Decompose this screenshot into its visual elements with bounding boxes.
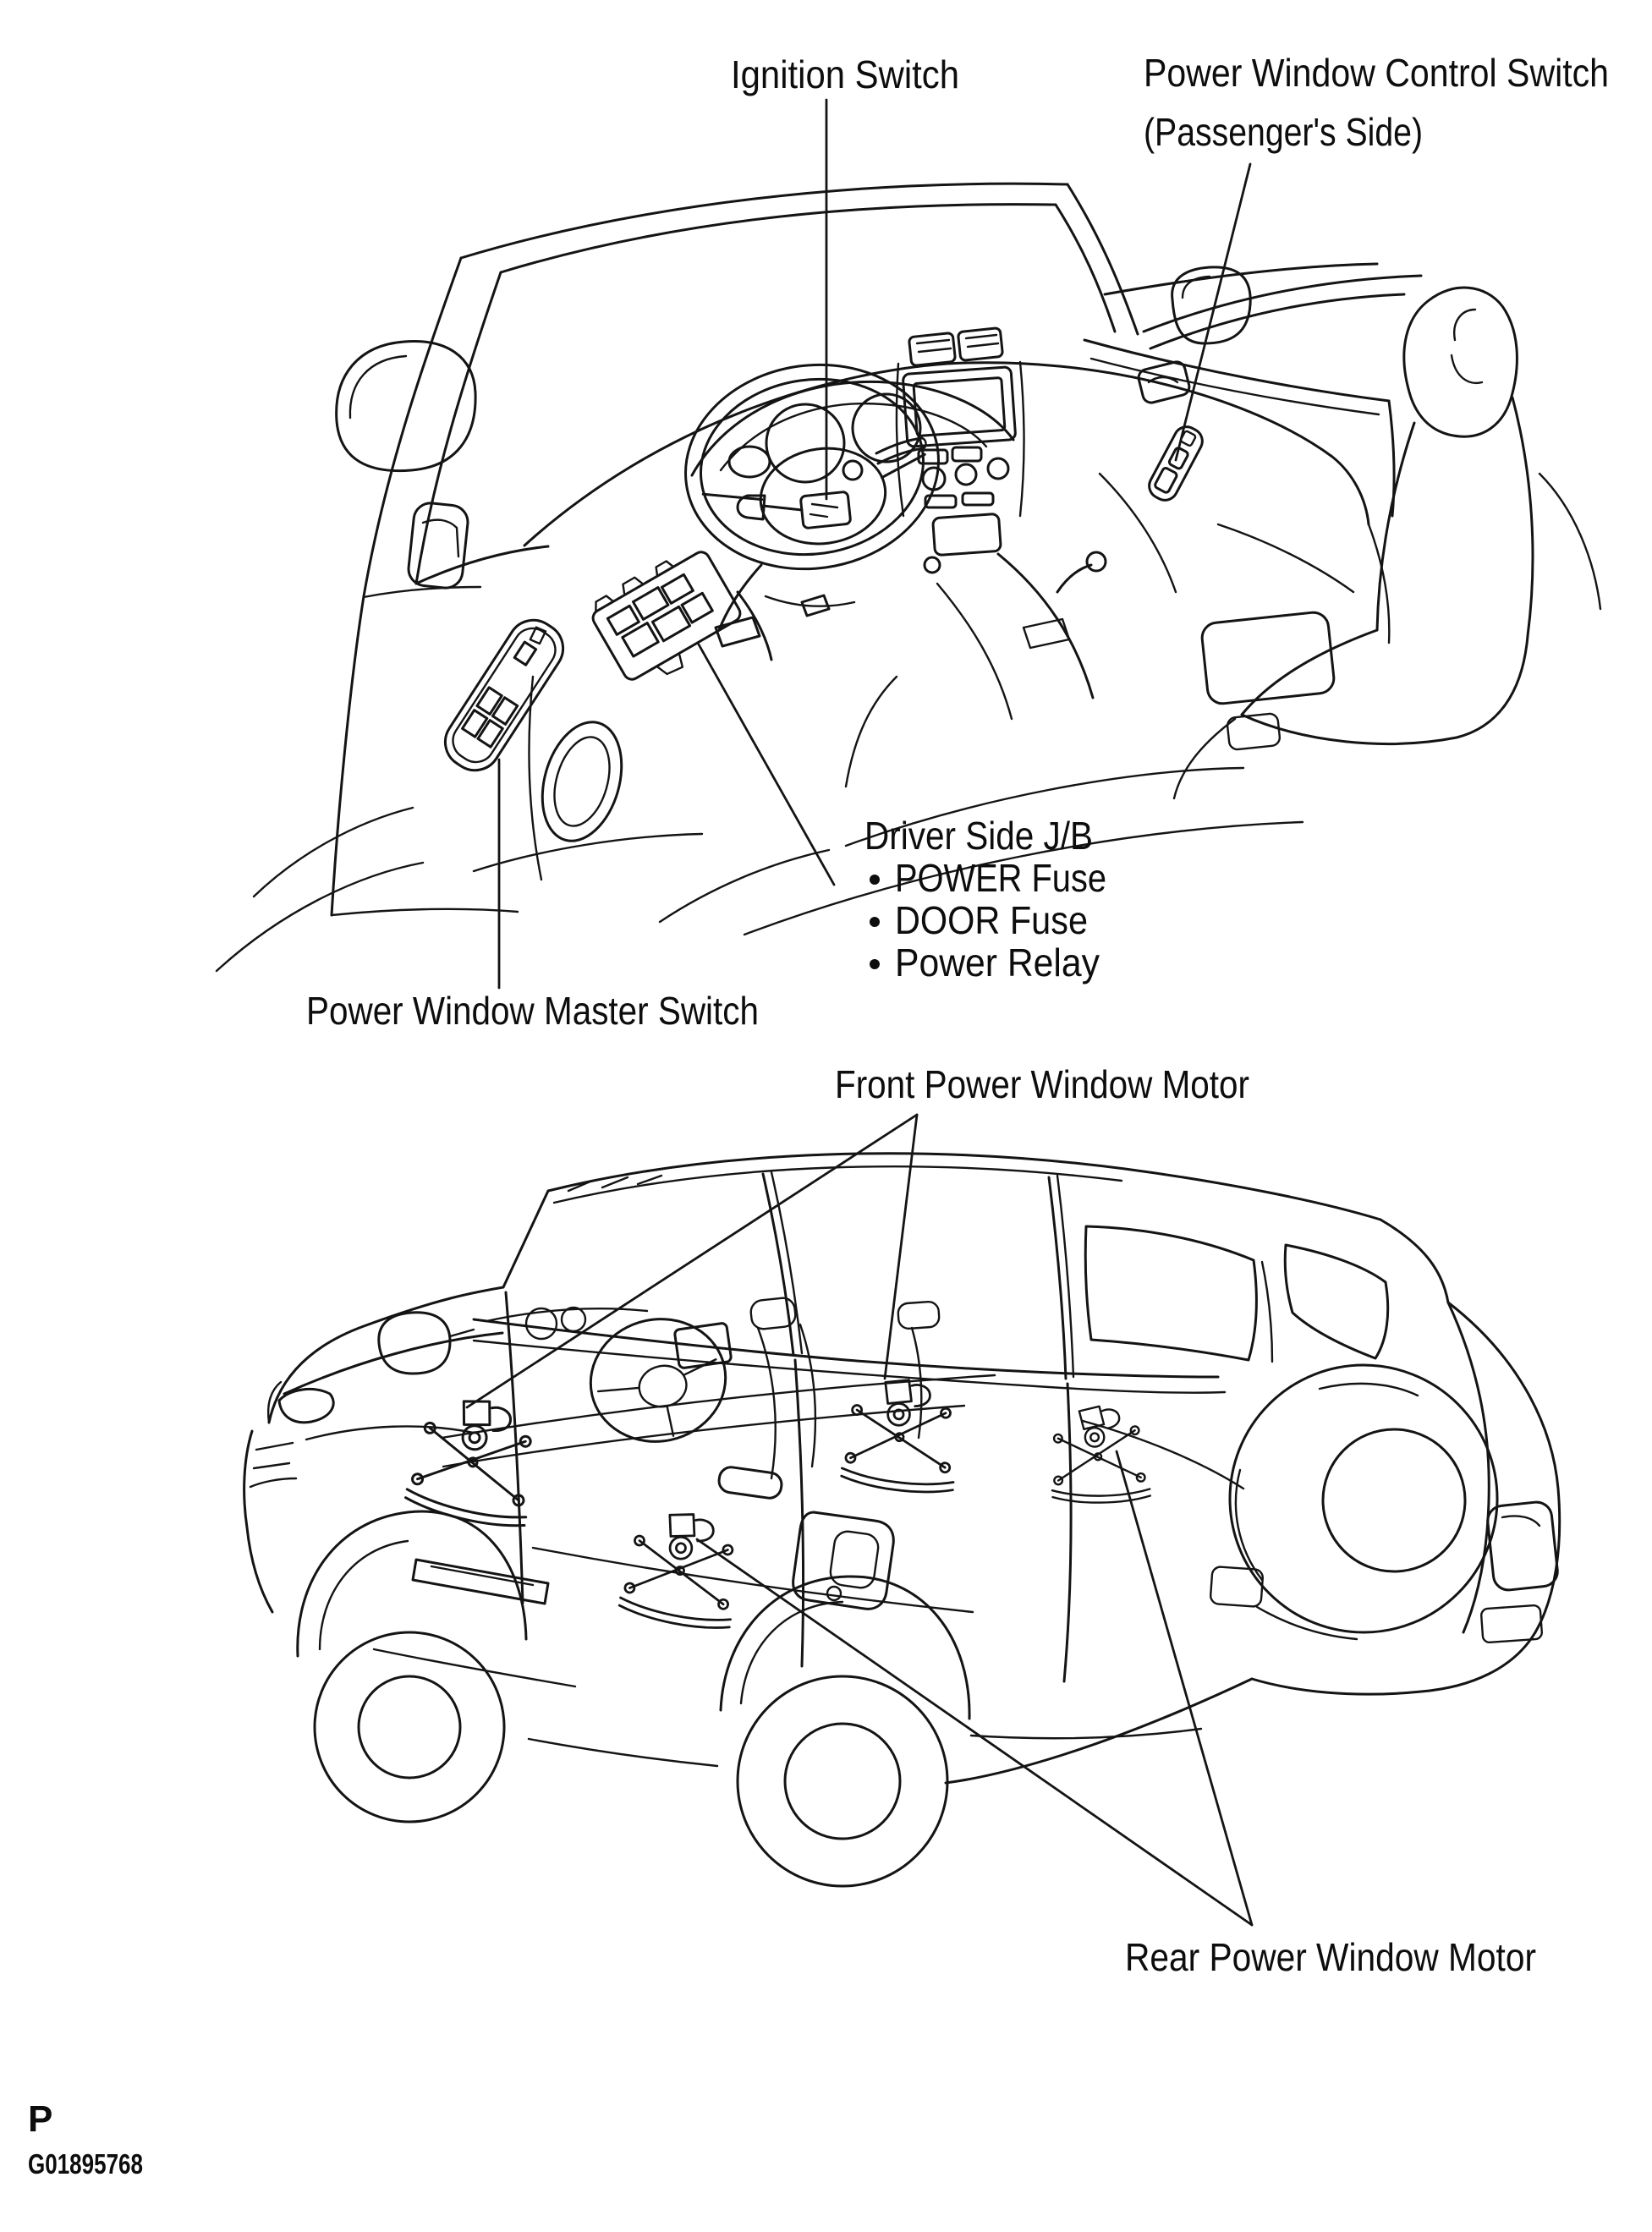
driver-door-panel [217, 502, 634, 971]
figure-id: G01895768 [28, 2148, 143, 2180]
jb-bullet-2 [870, 917, 880, 927]
door-details [413, 1466, 1263, 1612]
jb-item-power-fuse: POWER Fuse [895, 856, 1106, 900]
jb-item-door-fuse: DOOR Fuse [895, 898, 1088, 942]
exterior-mirror [379, 1313, 474, 1374]
rear-left-window-regulator [618, 1506, 744, 1631]
jb-item-power-relay: Power Relay [895, 941, 1100, 984]
spare-tire-and-rear [1230, 1302, 1559, 1642]
driver-side-mirror [337, 342, 475, 471]
page-letter: P [28, 2098, 53, 2140]
front-right-window-regulator [841, 1376, 960, 1494]
front-motor-leader-left [467, 1115, 917, 1407]
interior-through-glass [442, 1297, 1243, 1489]
ignition-switch-drawing [738, 491, 851, 529]
center-console [937, 552, 1336, 750]
pw-control-switch-label-line2: (Passenger's Side) [1144, 110, 1423, 154]
passenger-seat [1174, 288, 1600, 798]
pw-control-switch-label-line1: Power Window Control Switch [1144, 51, 1609, 95]
pw-master-switch-label: Power Window Master Switch [306, 989, 759, 1033]
rear-pw-motor-label: Rear Power Window Motor [1125, 1935, 1536, 1979]
driver-side-jb-label: Driver Side J/B [864, 814, 1093, 858]
dashboard [416, 363, 1389, 880]
footer [28, 2098, 143, 2180]
front-pw-motor-label: Front Power Window Motor [835, 1062, 1249, 1106]
windshield-and-pillars [364, 184, 1421, 597]
front-left-window-regulator [403, 1390, 545, 1530]
jb-leader-line [699, 644, 834, 885]
passenger-switch-leader-line [1176, 164, 1250, 460]
front-wheel [298, 1511, 526, 1822]
suv-illustration [244, 1154, 1560, 1886]
jb-bullet-3 [870, 959, 880, 969]
rear-right-window-regulator [1046, 1403, 1150, 1506]
passenger-switch-drawing [1144, 422, 1206, 504]
ignition-switch-label: Ignition Switch [731, 52, 959, 96]
rear-wheel [721, 1577, 969, 1886]
jb-bullet-1 [870, 875, 880, 885]
headlight-and-grille [250, 1389, 333, 1487]
